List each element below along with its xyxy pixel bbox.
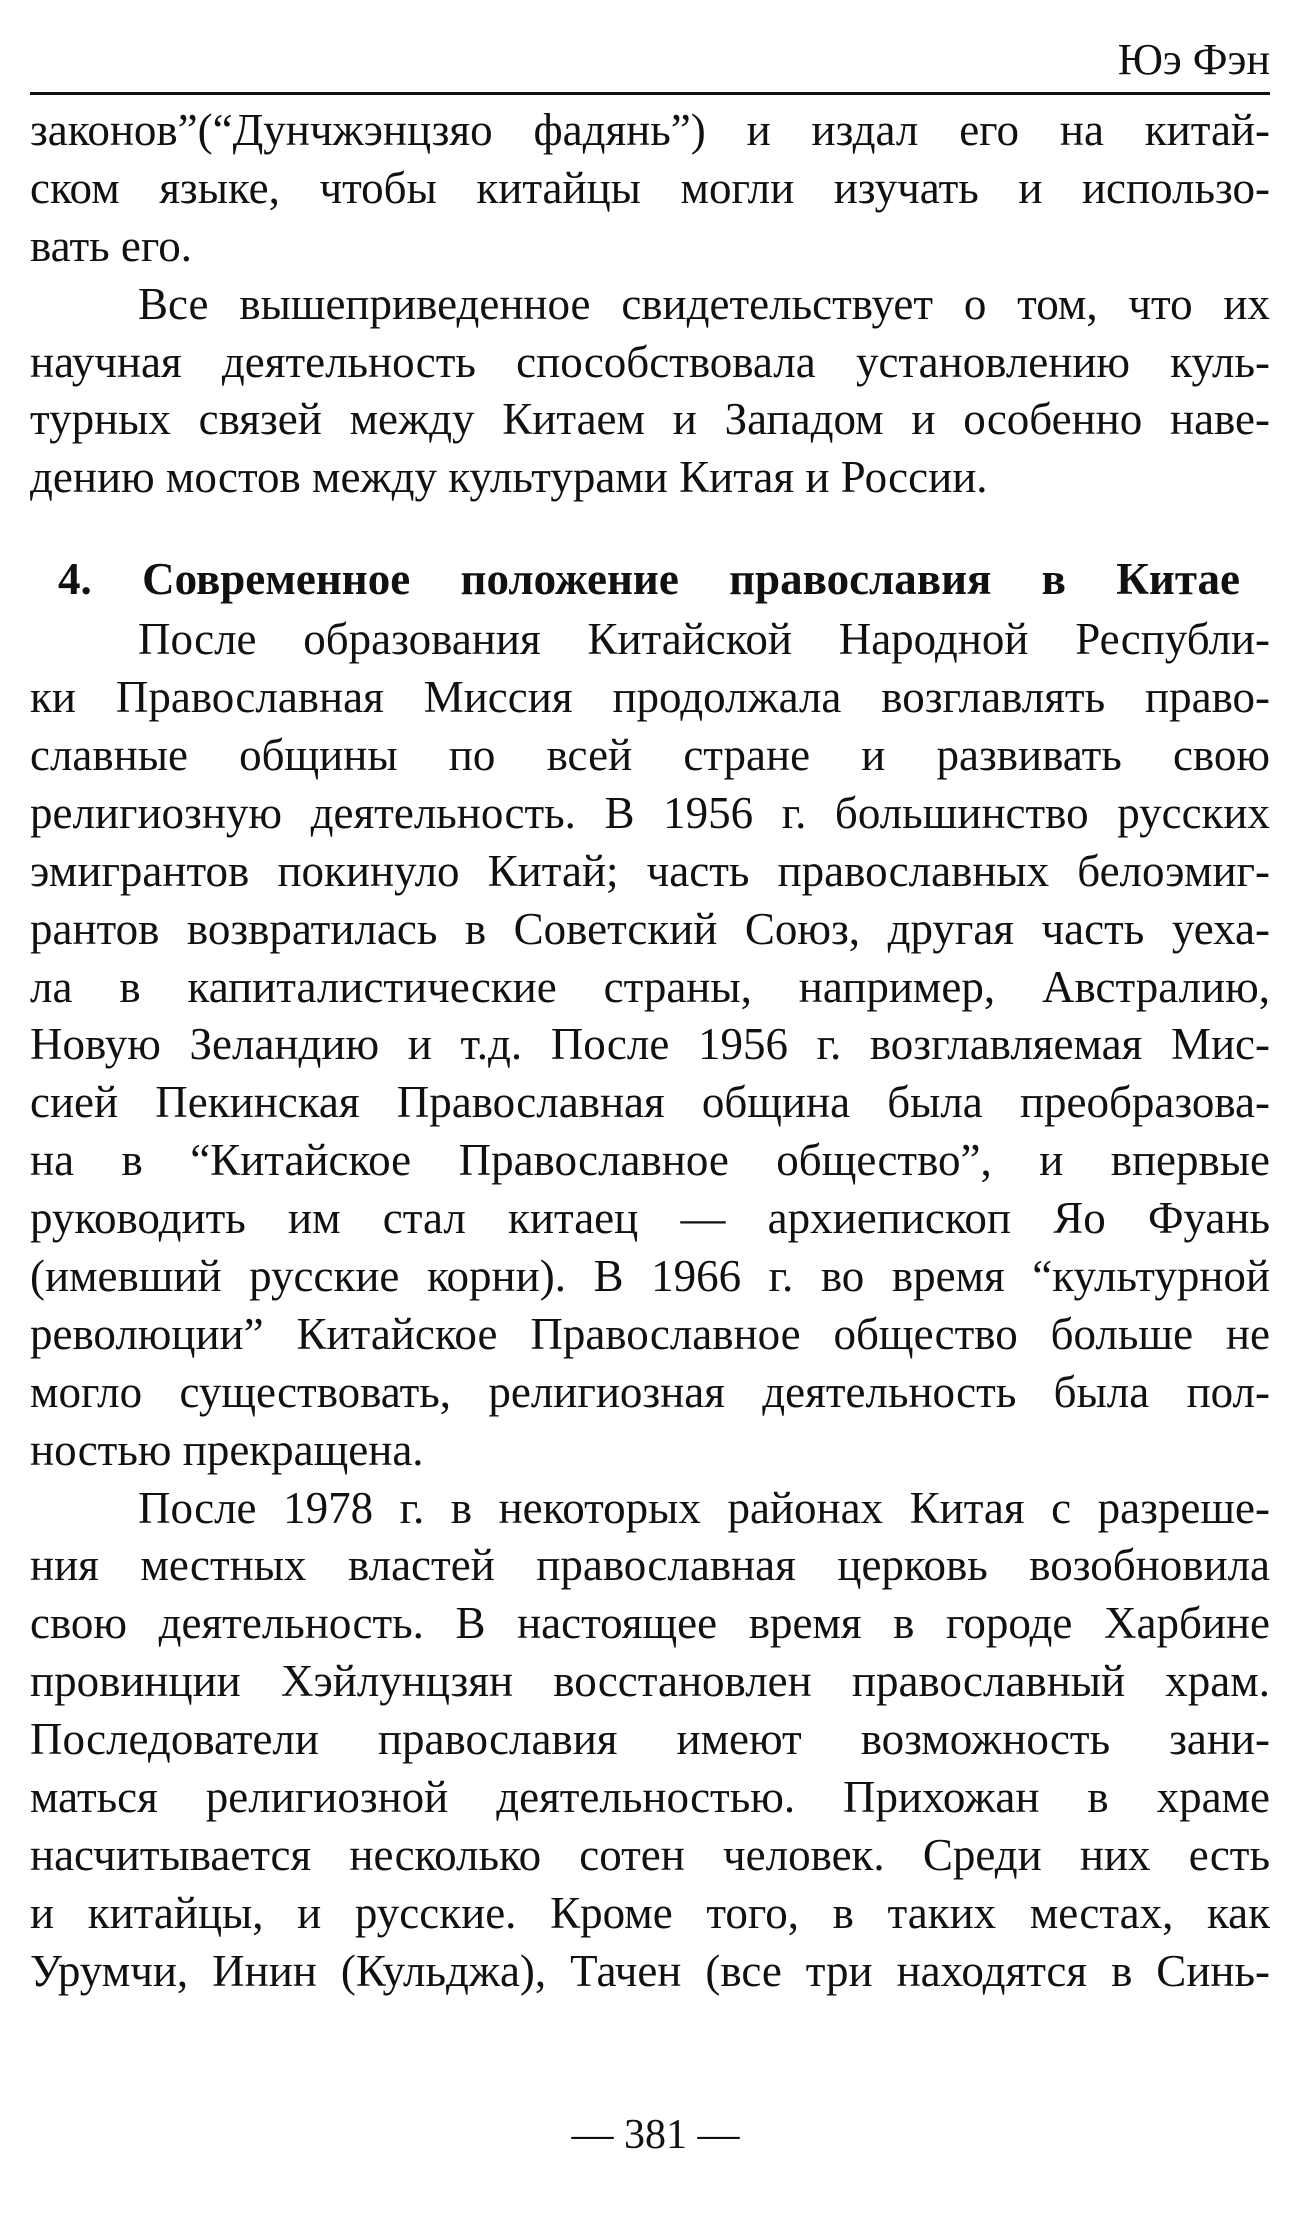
- text-line: революции” Китайское Православное общество больше не: [30, 1308, 1270, 1359]
- spacer: [30, 507, 1270, 547]
- paragraph: [30, 611, 1270, 1479]
- text-line: Новую Зеландию и т.д. После 1956 г. возглавляемая Мис-: [30, 1019, 1270, 1070]
- text-line: После образования Китайской Народной Республи-: [138, 614, 1270, 665]
- text-line: законов”(“Дунчжэнцзяо фадянь”) и издал его на китай-: [30, 105, 1270, 155]
- page-body: [30, 102, 1270, 2001]
- paragraph: [30, 102, 1270, 276]
- section-heading: 4. Современное положение православия в Китае: [58, 554, 1240, 605]
- text-line: сией Пекинская Православная община была преобразова-: [30, 1077, 1270, 1128]
- text-line: Урумчи, Инин (Кульджа), Тачен (все три находятся в Синь-: [30, 1945, 1270, 1996]
- text-line: После 1978 г. в некоторых районах Китая с разреше-: [138, 1482, 1270, 1533]
- text-line: провинции Хэйлунцзян восстановлен православный храм.: [30, 1656, 1270, 1707]
- text-line: ла в капиталистические страны, например, Австралию,: [30, 961, 1270, 1012]
- text-line: научная деятельность способствовала установлению куль-: [30, 336, 1270, 387]
- running-header: [30, 30, 1270, 95]
- text-line: Последователи православия имеют возможность зани-: [30, 1714, 1270, 1765]
- text-line: и китайцы, и русские. Кроме того, в таких местах, как: [30, 1887, 1270, 1938]
- text-line: эмигрантов покинуло Китай; часть православных белоэмиг-: [30, 845, 1270, 896]
- text-line: могло существовать, религиозная деятельность была пол-: [30, 1366, 1270, 1417]
- text-line: руководить им стал китаец — архиепископ Яо Фуань: [30, 1193, 1270, 1244]
- text-line: ском языке, чтобы китайцы могли изучать и использо-: [30, 162, 1270, 213]
- text-line: славные общины по всей стране и развивать свою: [30, 730, 1270, 781]
- text-line: Все вышеприведенное свидетельствует о том, что их: [138, 278, 1270, 329]
- text-line: дению мостов между культурами Китая и России.: [30, 452, 988, 503]
- page-number: — 381 —: [571, 2112, 740, 2158]
- text-line: религиозную деятельность. В 1956 г. большинство русских: [30, 787, 1270, 838]
- running-header-title: Юэ Фэн: [1117, 35, 1270, 84]
- text-line: (имевший русские корни). В 1966 г. во время “культурной: [30, 1251, 1270, 1302]
- text-line: ки Православная Миссия продолжала возглавлять право-: [30, 672, 1270, 723]
- text-line: ностью прекращена.: [30, 1424, 424, 1475]
- paragraph: [30, 276, 1270, 508]
- text-line: турных связей между Китаем и Западом и особенно наве-: [30, 394, 1270, 445]
- text-line: рантов возвратилась в Советский Союз, другая часть уеха-: [30, 903, 1270, 954]
- text-line: вать его.: [30, 220, 192, 271]
- text-line: ния местных властей православная церковь возобновила: [30, 1540, 1270, 1591]
- text-line: на в “Китайское Православное общество”, и впервые: [30, 1135, 1270, 1186]
- paragraph: [30, 1480, 1270, 2001]
- text-line: маться религиозной деятельностью. Прихожан в храме: [30, 1772, 1270, 1823]
- text-line: свою деятельность. В настоящее время в городе Харбине: [30, 1598, 1270, 1649]
- text-line: насчитывается несколько сотен человек. Среди них есть: [30, 1829, 1270, 1880]
